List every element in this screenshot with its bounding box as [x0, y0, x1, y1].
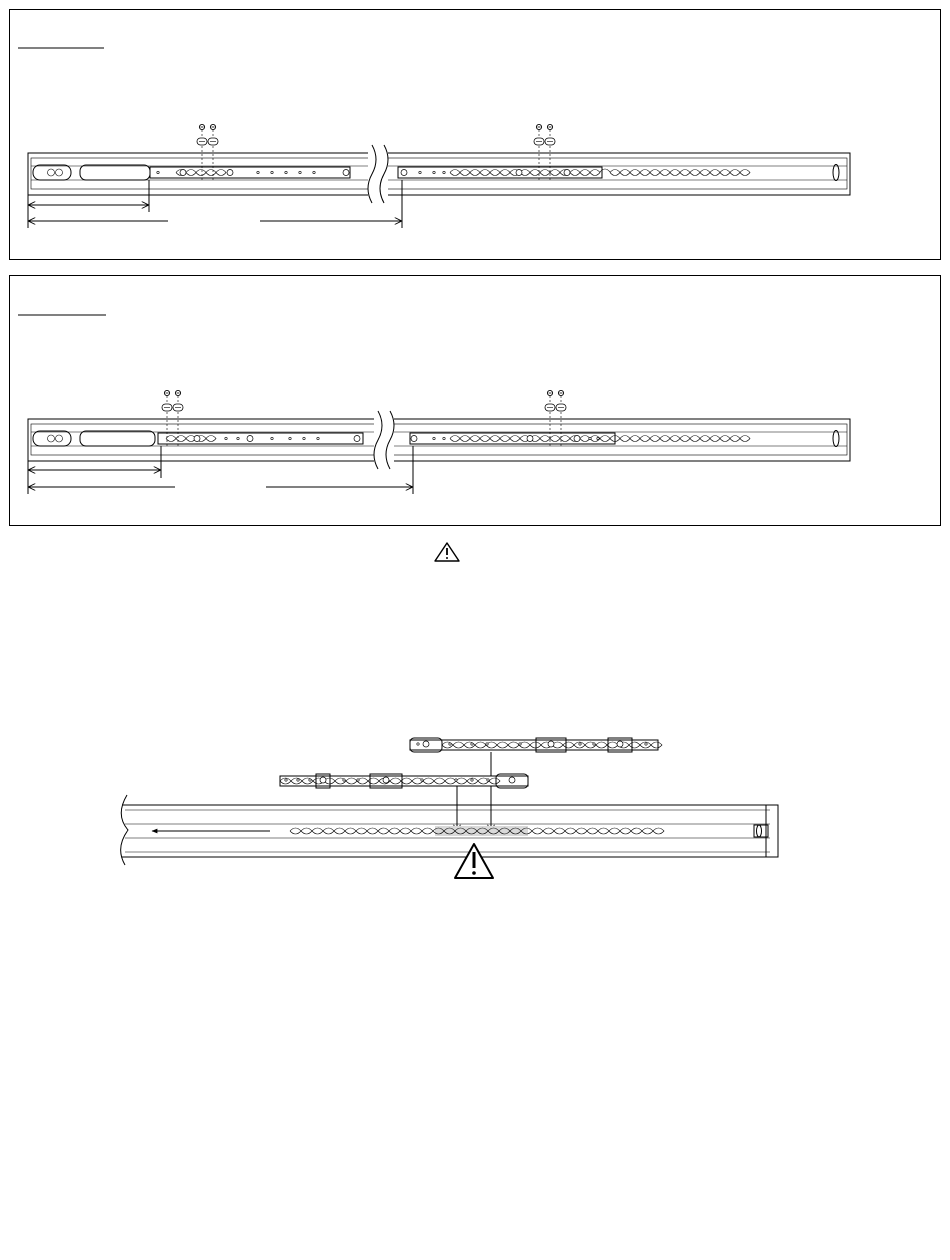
chain-roller: [629, 742, 640, 748]
rivet-dot: [313, 171, 315, 173]
link-hole: [423, 741, 429, 747]
rivet-dot: [443, 171, 445, 173]
chain-roller: [497, 742, 508, 748]
chain-roller: [690, 170, 700, 176]
chain-roller: [460, 170, 470, 176]
rivet-dot: [237, 437, 239, 439]
chain-roller: [598, 828, 609, 834]
rivet-dot: [455, 779, 457, 781]
chain-roller: [620, 436, 630, 442]
rivet-dot: [579, 743, 581, 745]
chain-roller: [740, 170, 750, 176]
rivet-dot: [471, 779, 473, 781]
rivet-dot: [309, 779, 311, 781]
link-hole: [343, 170, 349, 176]
chain-roller: [450, 170, 460, 176]
panel-frame: [10, 10, 941, 260]
chain-roller: [500, 436, 510, 442]
link-hole: [354, 436, 360, 442]
chain-roller: [700, 436, 710, 442]
link-hole: [320, 777, 326, 783]
chain-roller: [356, 828, 367, 834]
chain-roller: [345, 828, 356, 834]
chain-roller: [660, 436, 670, 442]
link-hole: [227, 170, 233, 176]
chain-roller: [631, 828, 642, 834]
chain-roller: [651, 742, 662, 748]
chain-roller: [550, 436, 560, 442]
chain-roller: [411, 828, 422, 834]
rivet-dot: [589, 437, 591, 439]
chain-roller: [480, 436, 490, 442]
rivet-dot: [433, 437, 435, 439]
chain-roller: [576, 828, 587, 834]
chain-roller: [367, 828, 378, 834]
rivet-dot: [157, 171, 159, 173]
chain-roller: [490, 436, 500, 442]
chain-roller: [680, 170, 690, 176]
rivet-dot: [303, 437, 305, 439]
chain-link-bar: [158, 433, 363, 444]
chain-roller: [630, 170, 640, 176]
panel-middle: [10, 276, 941, 526]
chain-roller: [730, 170, 740, 176]
link-hole: [564, 170, 570, 176]
chain-roller: [640, 170, 650, 176]
chain-roller: [390, 778, 401, 784]
chain-roller: [206, 170, 216, 176]
chain-roller: [453, 742, 464, 748]
chain-roller: [442, 742, 453, 748]
chain-roller: [291, 778, 302, 784]
link-hole: [574, 436, 580, 442]
chain-roller: [378, 828, 389, 834]
chain-roller: [630, 436, 640, 442]
chain-roller: [540, 170, 550, 176]
rivet-dot: [433, 171, 435, 173]
chain-roller: [389, 828, 400, 834]
chain-roller: [500, 170, 510, 176]
chain-roller: [346, 778, 357, 784]
panel-top: [10, 10, 941, 260]
rail-outer: [28, 153, 850, 195]
chain-roller: [290, 828, 301, 834]
chain-joining-detail: [121, 738, 778, 878]
end-pulley-left: [33, 165, 71, 180]
chain-roller: [560, 436, 570, 442]
rivet-dot: [285, 779, 287, 781]
chain-roller: [470, 436, 480, 442]
chain-roller: [670, 170, 680, 176]
chain-roller: [302, 778, 313, 784]
rivet-dot: [225, 437, 227, 439]
chain-roller: [450, 436, 460, 442]
chain-roller: [301, 828, 312, 834]
rivet-dot: [317, 437, 319, 439]
chain-roller: [423, 778, 434, 784]
chain-roller: [710, 436, 720, 442]
link-hole: [411, 436, 417, 442]
end-bracket-icon: [833, 431, 839, 447]
link-hole: [548, 741, 554, 747]
link-hole: [509, 777, 515, 783]
chain-segment-lower: [280, 776, 528, 786]
link-hole: [401, 170, 407, 176]
break-gap: [368, 145, 388, 203]
panel-frame: [10, 276, 941, 526]
rivet-dot: [519, 743, 521, 745]
warning-triangle-icon: [455, 844, 493, 878]
chain-roller: [640, 436, 650, 442]
link-hole: [180, 170, 186, 176]
chain-roller: [532, 828, 543, 834]
rivet-dot: [593, 743, 595, 745]
chain-roller: [490, 170, 500, 176]
chain-roller: [610, 170, 620, 176]
chain-roller: [456, 778, 467, 784]
rivet-dot: [289, 437, 291, 439]
pulley-hole-icon: [56, 435, 63, 442]
chain-roller: [690, 436, 700, 442]
link-hole: [617, 741, 623, 747]
chain-roller: [196, 170, 206, 176]
chain-roller: [464, 742, 475, 748]
break-gap: [374, 411, 394, 469]
dimension-lines: [28, 180, 402, 228]
chain-roller: [510, 436, 520, 442]
chain-roller: [620, 170, 630, 176]
chain-roller: [740, 436, 750, 442]
chain-roller: [720, 170, 730, 176]
rail-assembly: [28, 153, 850, 195]
chain-roller: [166, 436, 176, 442]
chain-roller: [460, 436, 470, 442]
chain-roller: [475, 742, 486, 748]
rivet-dot: [487, 779, 489, 781]
bolt-group: [162, 390, 566, 446]
warning-triangle-icon: [435, 543, 459, 561]
chain-roller: [550, 170, 560, 176]
chain-roller: [563, 742, 574, 748]
rivet-dot: [357, 779, 359, 781]
rivet-dot: [419, 171, 421, 173]
pulley-hole-icon: [48, 435, 55, 442]
chain-roller: [600, 436, 610, 442]
chain-roller: [653, 828, 664, 834]
chain-roller: [580, 170, 590, 176]
chain-roller: [400, 828, 411, 834]
rivet-dot: [257, 171, 259, 173]
end-bracket-icon: [757, 825, 762, 837]
link-hole: [383, 777, 389, 783]
link-hole: [527, 436, 533, 442]
chain-roller: [660, 170, 670, 176]
rivet-dot: [285, 171, 287, 173]
pulley-hole-icon: [56, 169, 63, 176]
rail-break-mark: [368, 145, 388, 203]
rivet-dot: [443, 437, 445, 439]
chain-roller: [554, 828, 565, 834]
link-hole: [516, 170, 522, 176]
rivet-dot: [471, 743, 473, 745]
rivet-dot: [271, 171, 273, 173]
chain-roller: [480, 170, 490, 176]
trolley-carriage: [80, 165, 150, 180]
chain-roller: [650, 436, 660, 442]
rail-inner: [31, 424, 847, 455]
trolley-carriage: [80, 431, 155, 446]
chain-roller: [543, 828, 554, 834]
chain-roller: [607, 742, 618, 748]
chain-roller: [434, 778, 445, 784]
chain-roller: [670, 436, 680, 442]
pulley-hole-icon: [48, 169, 55, 176]
chain-roller: [700, 170, 710, 176]
rail-break-mark: [374, 411, 394, 469]
chain-roller: [323, 828, 334, 834]
chain-roller: [565, 828, 576, 834]
rivet-dot: [449, 743, 451, 745]
end-pulley-left: [33, 431, 71, 446]
chain-roller: [422, 828, 433, 834]
chain-roller: [216, 170, 226, 176]
chain-roller: [642, 828, 653, 834]
chain-roller: [401, 778, 412, 784]
rivet-dot: [421, 779, 423, 781]
end-bracket-icon: [833, 165, 839, 181]
rivet-dot: [297, 779, 299, 781]
rivet-dot: [271, 437, 273, 439]
chain-roller: [590, 170, 600, 176]
chain-roller: [489, 778, 500, 784]
chain-roller: [508, 742, 519, 748]
chain-roller: [334, 828, 345, 834]
chain-roller: [650, 170, 660, 176]
chain-roller: [445, 778, 456, 784]
chain-link-bar: [410, 433, 615, 444]
link-hole: [247, 436, 253, 442]
rivet-dot: [486, 743, 488, 745]
rivet-dot: [645, 743, 647, 745]
rivet-dot: [597, 437, 599, 439]
rail-inner: [31, 158, 847, 189]
chain-roller: [710, 170, 720, 176]
chain-roller: [206, 436, 216, 442]
chain-roller: [176, 436, 186, 442]
chain-roller: [609, 828, 620, 834]
chain-roller: [596, 742, 607, 748]
rivet-dot: [417, 743, 419, 745]
rail-assembly: [28, 419, 850, 461]
chain-roller: [587, 828, 598, 834]
rivet-dot: [299, 171, 301, 173]
gap-highlight: [435, 826, 528, 836]
rivet-dot: [343, 779, 345, 781]
chain-roller: [620, 828, 631, 834]
dimension-lines: [28, 446, 413, 494]
chain-roller: [680, 436, 690, 442]
chain-roller: [186, 170, 196, 176]
chain-roller: [540, 436, 550, 442]
chain-roller: [570, 170, 580, 176]
chain-roller: [312, 828, 323, 834]
chain-roller: [730, 436, 740, 442]
link-hole: [194, 436, 200, 442]
chain-roller: [470, 170, 480, 176]
chain-roller: [720, 436, 730, 442]
chain-roller: [530, 170, 540, 176]
